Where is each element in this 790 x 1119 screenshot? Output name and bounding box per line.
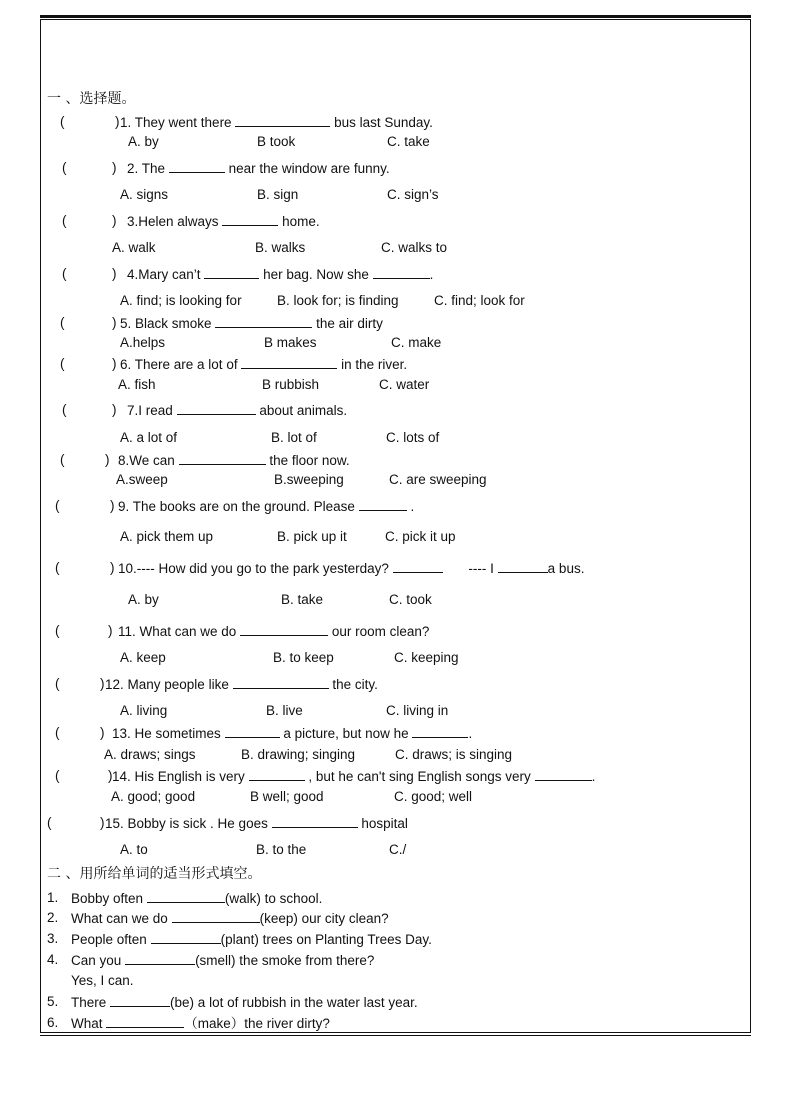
option-c[interactable]: C. living in	[386, 703, 449, 718]
item-number: 5.	[47, 994, 59, 1009]
option-a[interactable]: A. draws; sings	[104, 747, 196, 762]
question-stem	[120, 315, 383, 332]
question-text: the city.	[332, 677, 378, 692]
answer-paren-close: )	[100, 676, 105, 691]
option-c[interactable]: C. make	[391, 335, 442, 350]
answer-paren-close: )	[112, 266, 117, 281]
option-a[interactable]: A. a lot of	[120, 430, 178, 445]
question-text: 12. Many people like	[105, 677, 229, 692]
question-text: .	[468, 726, 473, 741]
option-b[interactable]: B makes	[264, 335, 317, 350]
question-text: 5. Black smoke	[120, 316, 212, 331]
item-text: (be) a lot of rubbish in the water last year.	[170, 995, 418, 1010]
fill-blank[interactable]	[359, 498, 407, 511]
item-text: Bobby often	[71, 891, 144, 906]
fill-blank[interactable]	[110, 994, 170, 1007]
item-number: 3.	[47, 931, 59, 946]
option-c[interactable]: C./	[389, 842, 407, 857]
answer-paren-close: )	[112, 160, 117, 175]
item-text: (walk) to school.	[224, 891, 323, 906]
answer-slot[interactable]	[63, 725, 98, 741]
answer-paren-open: (	[55, 768, 60, 783]
question-text: her bag. Now she	[263, 267, 369, 282]
question-text: 13. He sometimes	[112, 726, 221, 741]
question-text: .	[410, 499, 415, 514]
item-reply: Yes, I can.	[71, 973, 134, 988]
answer-slot[interactable]	[63, 560, 108, 576]
option-c[interactable]: C. sign’s	[387, 187, 439, 202]
option-c[interactable]: C. good; well	[394, 789, 473, 804]
option-c[interactable]: C. take	[387, 134, 430, 149]
option-a[interactable]: A. keep	[120, 650, 166, 665]
option-b[interactable]: B. lot of	[271, 430, 317, 445]
fill-blank[interactable]	[498, 560, 548, 573]
answer-paren-close: )	[110, 560, 115, 575]
answer-paren-open: (	[60, 315, 65, 330]
fill-blank[interactable]	[393, 560, 443, 573]
page-bottom-rule	[40, 1035, 751, 1036]
answer-slot[interactable]	[63, 623, 106, 639]
answer-paren-close: )	[100, 725, 105, 740]
question-stem	[127, 402, 347, 419]
question-stem	[127, 266, 433, 283]
item-text: （make）the river dirty?	[184, 1016, 330, 1031]
page-top-rule	[40, 15, 751, 18]
fill-in-item	[71, 910, 389, 927]
answer-slot[interactable]	[63, 768, 106, 784]
option-b[interactable]: B well; good	[250, 789, 324, 804]
item-number: 6.	[47, 1015, 59, 1030]
answer-paren-open: (	[60, 452, 65, 467]
question-text: 4.Mary can’t	[127, 267, 201, 282]
fill-blank[interactable]	[222, 213, 278, 226]
question-text: a bus.	[547, 561, 585, 576]
answer-paren-open: (	[62, 402, 67, 417]
option-a[interactable]: A. signs	[120, 187, 169, 202]
fill-blank[interactable]	[215, 315, 312, 328]
option-a[interactable]: A. good; good	[111, 789, 196, 804]
option-b[interactable]: B. sign	[257, 187, 299, 202]
option-b[interactable]: B. pick up it	[277, 529, 347, 544]
item-number: 1.	[47, 890, 59, 905]
item-text: (plant) trees on Planting Trees Day.	[220, 932, 432, 947]
option-a[interactable]: A. to	[120, 842, 148, 857]
question-text: the air dirty	[316, 316, 383, 331]
option-b[interactable]: B. live	[266, 703, 303, 718]
answer-paren-open: (	[60, 114, 65, 129]
question-text: 11. What can we do	[118, 624, 237, 639]
item-text: There	[71, 995, 107, 1010]
fill-blank[interactable]	[412, 725, 468, 738]
option-c[interactable]: C. are sweeping	[389, 472, 487, 487]
option-a[interactable]: A. fish	[118, 377, 156, 392]
fill-blank[interactable]	[172, 910, 260, 923]
fill-blank[interactable]	[249, 768, 305, 781]
section-2-title: 二 、用所给单词的适当形式填空。	[47, 866, 262, 882]
option-c[interactable]: C. keeping	[394, 650, 459, 665]
question-stem	[127, 213, 320, 230]
question-stem	[120, 114, 433, 131]
fill-in-item	[71, 1015, 330, 1032]
answer-slot[interactable]	[70, 213, 110, 229]
answer-slot[interactable]	[63, 676, 98, 692]
fill-blank[interactable]	[233, 676, 329, 689]
fill-blank[interactable]	[272, 815, 358, 828]
answer-paren-close: )	[105, 452, 110, 467]
answer-slot[interactable]	[70, 402, 110, 418]
option-c[interactable]: C. pick it up	[385, 529, 456, 544]
answer-paren-close: )	[112, 213, 117, 228]
question-stem	[105, 815, 408, 832]
question-text: hospital	[361, 816, 408, 831]
option-b[interactable]: B took	[257, 134, 296, 149]
answer-paren-close: )	[112, 402, 117, 417]
item-text: What can we do	[71, 911, 168, 926]
question-stem	[118, 623, 429, 640]
question-stem	[105, 676, 378, 693]
question-stem	[118, 498, 414, 515]
question-text: 1. They went there	[120, 115, 232, 130]
option-c[interactable]: C. walks to	[381, 240, 448, 255]
question-text: 14. His English is very	[112, 769, 245, 784]
question-text: about animals.	[259, 403, 348, 418]
answer-slot[interactable]	[68, 315, 110, 331]
option-c[interactable]: C. lots of	[386, 430, 440, 445]
answer-slot[interactable]	[70, 160, 110, 176]
answer-paren-open: (	[55, 676, 60, 691]
option-b[interactable]: B.sweeping	[274, 472, 344, 487]
fill-blank[interactable]	[235, 114, 330, 127]
option-b[interactable]: B. to keep	[273, 650, 334, 665]
fill-blank[interactable]	[179, 452, 266, 465]
question-text: 10.---- How did you go to the park yesterday?	[118, 561, 389, 576]
answer-paren-open: (	[60, 356, 65, 371]
question-stem	[112, 725, 472, 742]
item-text: People often	[71, 932, 147, 947]
answer-paren-close: )	[100, 815, 105, 830]
option-c[interactable]: C. took	[389, 592, 432, 607]
question-text: in the river.	[341, 357, 408, 372]
answer-paren-close: )	[108, 623, 113, 638]
option-a[interactable]: A. walk	[112, 240, 156, 255]
section-1-title: 一 、选择题。	[47, 91, 136, 107]
question-text: near the window are funny.	[228, 161, 390, 176]
question-text: our room clean?	[331, 624, 430, 639]
answer-slot[interactable]	[68, 356, 110, 372]
question-stem	[112, 768, 595, 785]
option-b[interactable]: B rubbish	[262, 377, 320, 392]
fill-blank[interactable]	[177, 402, 256, 415]
fill-blank[interactable]	[225, 725, 280, 738]
answer-slot[interactable]	[70, 266, 110, 282]
answer-paren-close: )	[115, 114, 120, 129]
fill-blank[interactable]	[169, 160, 225, 173]
fill-in-item	[71, 931, 432, 948]
item-text: (keep) our city clean?	[259, 911, 389, 926]
option-b[interactable]: B. look for; is finding	[277, 293, 399, 308]
option-c[interactable]: C. find; look for	[434, 293, 525, 308]
question-text: ---- I	[468, 561, 494, 576]
question-text: a picture, but now he	[283, 726, 409, 741]
fill-blank[interactable]	[151, 931, 221, 944]
option-a[interactable]: A. by	[128, 592, 159, 607]
answer-slot[interactable]	[68, 114, 113, 130]
answer-paren-open: (	[62, 266, 67, 281]
question-text: 3.Helen always	[127, 214, 219, 229]
fill-blank[interactable]	[535, 768, 592, 781]
question-text: bus last Sunday.	[334, 115, 433, 130]
question-text: home.	[282, 214, 320, 229]
answer-paren-close: )	[112, 356, 117, 371]
fill-blank[interactable]	[106, 1015, 184, 1028]
option-a[interactable]: A. living	[120, 703, 168, 718]
question-stem	[127, 160, 390, 177]
item-text: What	[71, 1016, 103, 1031]
option-a[interactable]: A. by	[128, 134, 159, 149]
question-text: , but he can't sing English songs very	[308, 769, 531, 784]
option-c[interactable]: C. draws; is singing	[395, 747, 513, 762]
answer-paren-open: (	[55, 725, 60, 740]
option-b[interactable]: B. to the	[256, 842, 307, 857]
question-text: 15. Bobby is sick . He goes	[105, 816, 268, 831]
question-text: 9. The books are on the ground. Please	[118, 499, 355, 514]
fill-blank[interactable]	[147, 890, 225, 903]
question-text: .	[591, 769, 596, 784]
fill-blank[interactable]	[240, 623, 328, 636]
option-c[interactable]: C. water	[379, 377, 430, 392]
answer-paren-close: )	[112, 315, 117, 330]
answer-paren-open: (	[47, 815, 52, 830]
option-b[interactable]: B. walks	[255, 240, 306, 255]
answer-slot[interactable]	[68, 452, 103, 468]
answer-slot[interactable]	[63, 498, 108, 514]
fill-in-item	[71, 952, 374, 969]
option-a[interactable]: A.helps	[120, 335, 166, 350]
option-a[interactable]: A. pick them up	[120, 529, 214, 544]
option-a[interactable]: A. find; is looking for	[120, 293, 242, 308]
option-b[interactable]: B. take	[281, 592, 324, 607]
answer-paren-open: (	[55, 623, 60, 638]
fill-blank[interactable]	[241, 356, 337, 369]
fill-blank[interactable]	[204, 266, 259, 279]
answer-slot[interactable]	[55, 815, 98, 831]
question-text: 8.We can	[118, 453, 175, 468]
option-a[interactable]: A.sweep	[116, 472, 168, 487]
answer-paren-open: (	[62, 160, 67, 175]
item-text: (smell) the smoke from there?	[195, 953, 375, 968]
question-text: 2. The	[127, 161, 166, 176]
fill-in-item	[71, 994, 418, 1011]
answer-paren-close: )	[110, 498, 115, 513]
fill-in-item	[71, 890, 322, 907]
question-stem	[120, 356, 407, 373]
question-text: 6. There are a lot of	[120, 357, 238, 372]
question-text: .	[429, 267, 434, 282]
question-text: the floor now.	[269, 453, 350, 468]
answer-paren-close: )	[108, 768, 113, 783]
fill-blank[interactable]	[125, 952, 195, 965]
item-number: 4.	[47, 952, 59, 967]
question-stem	[118, 560, 584, 577]
item-text: Can you	[71, 953, 122, 968]
answer-paren-open: (	[55, 498, 60, 513]
fill-blank[interactable]	[373, 266, 430, 279]
question-stem	[118, 452, 350, 469]
answer-paren-open: (	[55, 560, 60, 575]
question-text: 7.I read	[127, 403, 173, 418]
answer-paren-open: (	[62, 213, 67, 228]
option-b[interactable]: B. drawing; singing	[241, 747, 356, 762]
item-number: 2.	[47, 910, 59, 925]
